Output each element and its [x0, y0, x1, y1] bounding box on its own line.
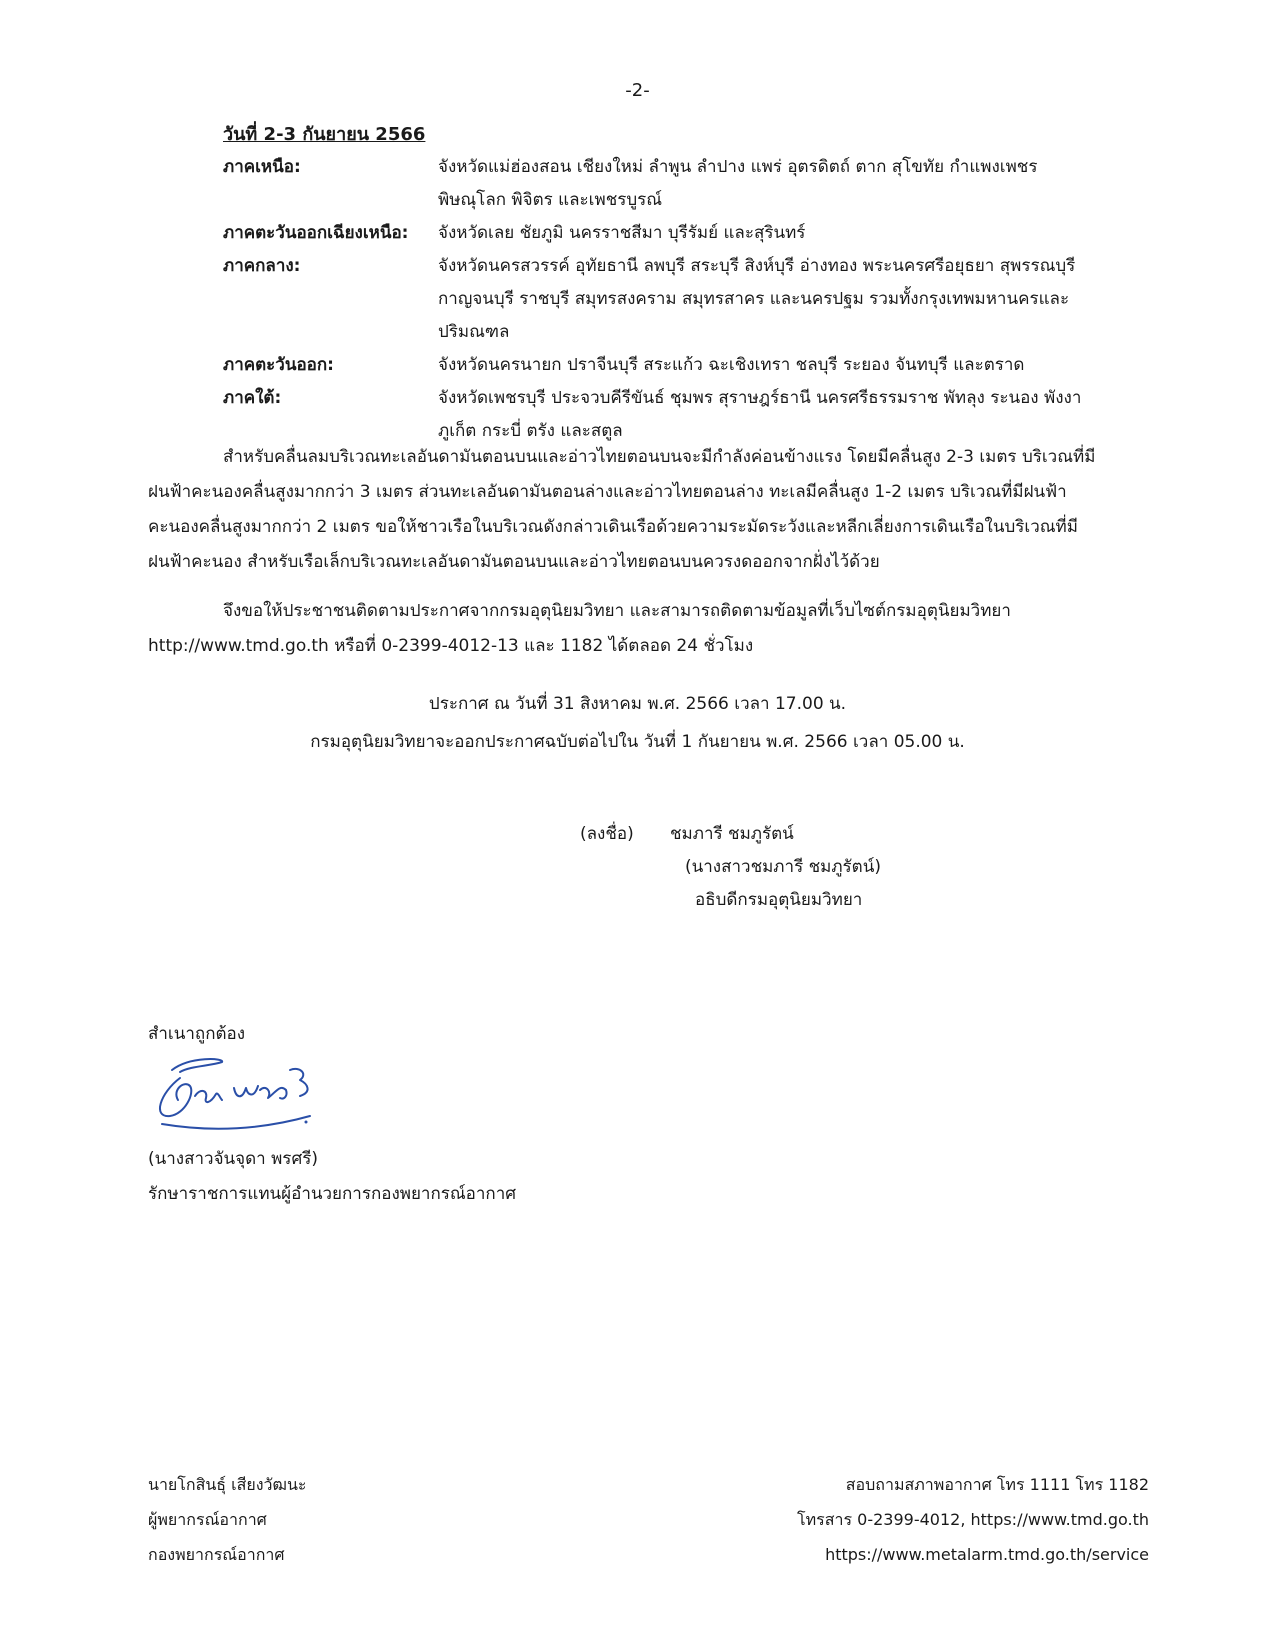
signatory-line: [580, 818, 980, 851]
region-northeast: [223, 217, 1143, 250]
contact-fax: โทรสาร 0-2399-4012, https://www.tmd.go.th: [797, 1510, 1149, 1529]
contact-info: [797, 1467, 1149, 1572]
region-provinces: [438, 349, 1143, 382]
paragraph-line: คะนองคลื่นสูงมากกว่า 2 เมตร ขอให้ชาวเรือในบริเวณดังกล่าวเดินเรือด้วยความระมัดระวังและหลีกเลี่ยงการเดินเรือในบริเวณที่มี: [148, 517, 1078, 537]
forecaster-name: นายโกสินธุ์ เสียงวัฒนะ: [148, 1475, 307, 1494]
page-number: -2-: [625, 80, 650, 101]
region-provinces: [438, 151, 1143, 217]
region-label: ภาคตะวันออก:: [223, 355, 334, 375]
region-provinces: [438, 250, 1143, 349]
paragraph-line: ฝนฟ้าคะนอง สำหรับเรือเล็กบริเวณทะเลอันดามันตอนบนและอ่าวไทยตอนบนควรงดออกจากฝั่งไว้ด้วย: [148, 552, 880, 572]
region-label: ภาคเหนือ:: [223, 157, 301, 177]
region-provinces: [438, 217, 1143, 250]
paragraph-line: ฝนฟ้าคะนองคลื่นสูงมากกว่า 3 เมตร ส่วนทะเลอันดามันตอนล่างและอ่าวไทยตอนล่าง ทะเลมีคลื่นสูง 1-2 เมตร บริเวณที่มีฝนฟ้า: [148, 482, 1067, 502]
region-label: ภาคกลาง:: [223, 256, 301, 276]
forecaster-position: ผู้พยากรณ์อากาศ: [148, 1510, 267, 1529]
region-line: ภูเก็ต กระบี่ ตรัง และสตูล: [438, 421, 623, 441]
next-announce: กรมอุตุนิยมวิทยาจะออกประกาศฉบับต่อไปใน วันที่ 1 กันยายน พ.ศ. 2566 เวลา 05.00 น.: [310, 732, 965, 752]
follow-paragraph: [148, 594, 1138, 664]
forecaster-info: [148, 1467, 307, 1572]
wave-paragraph: [148, 440, 1138, 580]
signatory-name: ชมภารี ชมภูรัตน์: [670, 824, 794, 844]
region-line: กาญจนบุรี ราชบุรี สมุทรสงคราม สมุทรสาคร และนครปฐม รวมทั้งกรุงเทพมหานครและ: [438, 289, 1070, 309]
forecaster-division: กองพยากรณ์อากาศ: [148, 1545, 285, 1564]
signatory-title: อธิบดีกรมอุตุนิยมวิทยา: [695, 890, 863, 910]
date-heading: วันที่ 2-3 กันยายน 2566: [223, 124, 426, 145]
handwritten-signature: [150, 1048, 330, 1138]
region-line: จังหวัดนครสวรรค์ อุทัยธานี ลพบุรี สระบุรี สิงห์บุรี อ่างทอง พระนครศรีอยุธยา สุพรรณบุรี: [438, 256, 1076, 276]
region-line: พิษณุโลก พิจิตร และเพชรบูรณ์: [438, 190, 663, 210]
signatory-full-name: (นางสาวชมภารี ชมภูรัตน์): [685, 857, 881, 877]
paragraph-line: จึงขอให้ประชาชนติดตามประกาศจากกรมอุตุนิยมวิทยา และสามารถติดตามข้อมูลที่เว็บไซต์กรมอุตุนิยมวิทยา: [223, 601, 1011, 621]
region-line: จังหวัดนครนายก ปราจีนบุรี สระแก้ว ฉะเชิงเทรา ชลบุรี ระยอง จันทบุรี และตราด: [438, 355, 1025, 375]
region-label: ภาคใต้:: [223, 388, 282, 408]
region-south: [223, 382, 1143, 448]
contact-service-url: https://www.metalarm.tmd.go.th/service: [825, 1545, 1149, 1564]
region-line: จังหวัดเพชรบุรี ประจวบคีรีขันธ์ ชุมพร สุราษฎร์ธานี นครศรีธรรมราช พัทลุง ระนอง พังงา: [438, 388, 1082, 408]
region-central: [223, 250, 1143, 349]
certified-copy-label: สำเนาถูกต้อง: [148, 1024, 246, 1044]
announce-time: ประกาศ ณ วันที่ 31 สิงหาคม พ.ศ. 2566 เวลา 17.00 น.: [428, 694, 847, 714]
certified-copy-role: รักษาราชการแทนผู้อำนวยการกองพยากรณ์อากาศ: [148, 1184, 517, 1204]
region-list: [223, 151, 1143, 448]
region-provinces: [438, 382, 1143, 448]
region-line: ปริมณฑล: [438, 322, 510, 342]
certified-copy-name: (นางสาวจันจุดา พรศรี): [148, 1149, 318, 1169]
region-line: จังหวัดแม่ฮ่องสอน เชียงใหม่ ลำพูน ลำปาง แพร่ อุตรดิตถ์ ตาก สุโขทัย กำแพงเพชร: [438, 157, 1038, 177]
signatory-block: [580, 818, 980, 917]
region-east: [223, 349, 1143, 382]
signatory-prefix: (ลงชื่อ): [580, 824, 634, 844]
paragraph-line: http://www.tmd.go.th หรือที่ 0-2399-4012-13 และ 1182 ได้ตลอด 24 ชั่วโมง: [148, 636, 754, 656]
region-line: จังหวัดเลย ชัยภูมิ นครราชสีมา บุรีรัมย์ และสุรินทร์: [438, 223, 806, 243]
paragraph-line: สำหรับคลื่นลมบริเวณทะเลอันดามันตอนบนและอ่าวไทยตอนบนจะมีกำลังค่อนข้างแรง โดยมีคลื่นสูง 2-3 เมตร บริเวณที่มี: [223, 447, 1096, 467]
contact-phone: สอบถามสภาพอากาศ โทร 1111 โทร 1182: [845, 1475, 1149, 1494]
region-label: ภาคตะวันออกเฉียงเหนือ:: [223, 223, 409, 243]
region-north: [223, 151, 1143, 217]
